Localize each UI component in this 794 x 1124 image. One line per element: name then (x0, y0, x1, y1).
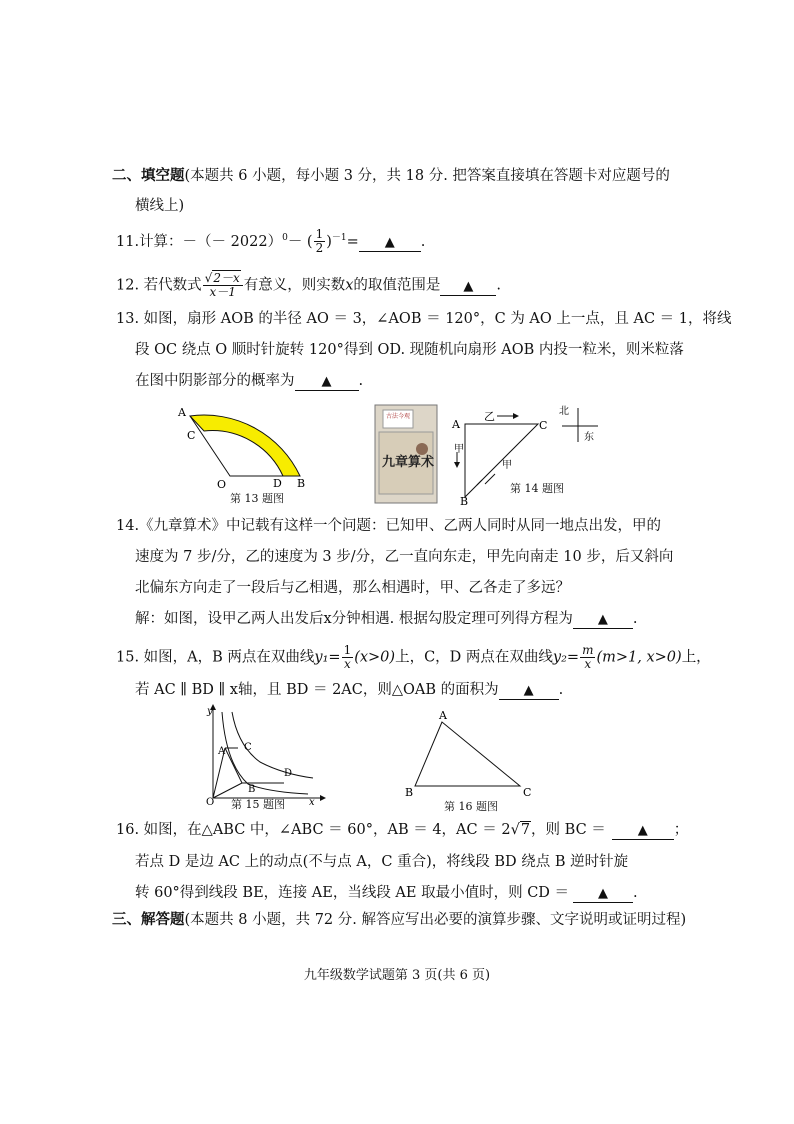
question-14-line-2: 速度为 7 步/分，乙的速度为 3 步/分，乙一直向东走，甲先向南走 10 步，后又斜向 (135, 549, 674, 565)
q12-number: 12. (116, 277, 140, 294)
q11-answer-blank[interactable] (359, 234, 421, 252)
label-A: A (439, 709, 447, 722)
label-B: B (460, 495, 469, 507)
triangle-icon: ▲ (463, 278, 474, 294)
q15-y1: y₁= (314, 649, 341, 666)
q15-frac-1 (342, 644, 354, 671)
q15-text: 15. 如图，A，B 两点在双曲线 (116, 649, 315, 666)
q15-frac-2 (580, 644, 595, 671)
book-tag: 古法今观 (386, 413, 411, 420)
figure-14-caption: 第 14 题图 (510, 482, 564, 495)
label-D: D (284, 768, 293, 779)
q12-answer-blank[interactable] (440, 278, 496, 296)
question-14-line-1: 14.《九章算术》中记载有这样一个问题：已知甲、乙两人同时从同一地点出发，甲的 (116, 518, 662, 534)
q15-text-2: 若 AC ∥ BD ∥ x轴，且 BD ＝ 2AC，则△OAB 的面积为 (135, 682, 499, 698)
q12-frac-den: x－1 (209, 285, 236, 299)
triangle-icon: ▲ (597, 612, 608, 627)
q13-answer-blank[interactable] (295, 373, 359, 391)
section-2-desc-cont: 横线上) (135, 198, 185, 214)
section-3-desc: (本题共 8 小题，共 72 分. 解答应写出必要的演算步骤、文字说明或证明过程) (184, 912, 687, 928)
q11-fraction (314, 228, 326, 255)
figure-15-caption: 第 15 题图 (231, 798, 285, 811)
label-A: A (452, 418, 460, 431)
question-12 (116, 272, 501, 299)
label-B: B (405, 786, 414, 798)
q12-text-b: 有意义，则实数 (243, 277, 346, 294)
triangle-icon: ▲ (321, 374, 332, 389)
label-y: y (207, 706, 213, 717)
compass-east: 东 (584, 432, 594, 443)
triangle-icon: ▲ (523, 683, 534, 698)
q12-end: . (496, 277, 502, 294)
label-jia-1: 甲 (454, 444, 464, 455)
q12-fraction (203, 272, 243, 299)
q15-cond-1: (x>0) (354, 649, 396, 666)
q16-radicand: 7 (520, 822, 531, 838)
q16-end-3: . (633, 885, 638, 901)
ne-arrow-2 (477, 480, 482, 485)
sqrt-symbol: √ (510, 822, 520, 838)
q12-var: x (345, 277, 354, 294)
q15-answer-blank[interactable] (499, 682, 559, 700)
q14-answer-blank[interactable] (573, 611, 633, 629)
q16-end-1: ； (673, 822, 689, 838)
q15-frac2-num: m (582, 643, 594, 657)
question-13-line-3 (135, 371, 363, 391)
question-13-line-1: 13. 如图，扇形 AOB 的半径 AO ＝ 3，∠AOB ＝ 120°，C 为 AO 上一点，且 AC ＝ 1，将线 (116, 311, 732, 327)
q15-frac1-den: x (343, 657, 351, 671)
section-2-header (112, 166, 670, 186)
arrow-head-icon (513, 413, 519, 419)
figure-13 (170, 396, 320, 501)
q15-text-b: 上，C，D 两点在双曲线 (395, 649, 553, 666)
q15-frac1-num: 1 (343, 643, 352, 657)
section-3-title: 三、解答题 (112, 911, 185, 928)
q11-number: 11. (116, 233, 140, 250)
label-x: x (309, 797, 315, 808)
label-B: B (297, 477, 306, 490)
q12-frac-num: √2－x (203, 272, 243, 286)
arrow-head-icon (454, 462, 460, 468)
triangle-ABC (415, 722, 520, 786)
figure-16-caption: 第 16 题图 (444, 800, 498, 813)
label-C: C (539, 419, 548, 432)
q11-end: . (420, 233, 426, 250)
q12-text-c: 的取值范围是 (353, 277, 441, 294)
q15-end: . (558, 682, 564, 698)
q15-cond-2: (m>1, x>0) (596, 649, 682, 666)
q11-text-c: ) (326, 233, 332, 250)
q11-text: 计算：－（－ 2022） (139, 233, 283, 250)
label-B: B (248, 784, 256, 795)
q16-text: 16. 如图，在△ABC 中，∠ABC ＝ 60°，AB ＝ 4，AC ＝ 2 (116, 822, 511, 838)
section-2-desc: (本题共 6 小题，每小题 3 分，共 18 分. 把答案直接填在答题卡对应题号的 (184, 168, 670, 184)
q15-text-c: 上， (681, 649, 711, 666)
question-16-line-3 (135, 883, 638, 903)
page-footer: 九年级数学试题第 3 页(共 6 页) (303, 968, 491, 983)
book-title: 九章算术 (382, 455, 435, 470)
q12-text: 若代数式 (143, 277, 202, 294)
question-15-line-2 (135, 680, 563, 700)
book-image (374, 404, 438, 504)
question-14-line-3: 北偏东方向走了一段后与乙相遇，那么相遇时，甲、乙各走了多远？ (135, 580, 570, 596)
compass-north: 北 (559, 406, 569, 417)
question-11 (116, 228, 425, 255)
q13-text: 在图中阴影部分的概率为 (135, 373, 295, 389)
q16-answer-blank-2[interactable] (573, 885, 633, 903)
question-16-line-1 (116, 820, 688, 840)
figure-15 (198, 704, 328, 808)
q11-frac-den: 2 (315, 241, 324, 256)
label-C: C (244, 742, 252, 753)
label-O: O (217, 478, 227, 491)
question-15-line-1 (116, 644, 711, 671)
label-yi: 乙 (484, 410, 495, 423)
q14-end: . (632, 611, 638, 627)
triangle-icon: ▲ (384, 234, 395, 250)
label-C: C (523, 786, 532, 798)
section-3-header (112, 910, 686, 930)
q16-text-b: ，则 BC ＝ (531, 822, 606, 838)
segment-AB (225, 748, 242, 783)
shaded-region (190, 415, 300, 476)
question-13-line-2: 段 OC 绕点 O 顺时针旋转 120°得到 OD. 现随机向扇形 AOB 内投一粒米，则米粒落 (135, 342, 684, 358)
q12-radicand: 2－x (213, 271, 240, 285)
question-14-line-4 (135, 609, 638, 629)
q16-answer-blank-1[interactable] (612, 822, 674, 840)
q11-exp-neg: －1 (331, 233, 347, 243)
q11-exp-zero: 0 (282, 233, 288, 243)
q11-text-b: － ( (287, 233, 313, 250)
label-O: O (206, 797, 215, 808)
triangle-icon: ▲ (637, 823, 648, 838)
section-2-title: 二、填空题 (112, 167, 185, 184)
q15-frac2-den: x (584, 657, 592, 671)
label-A: A (178, 406, 186, 419)
figure-13-caption: 第 13 题图 (230, 492, 284, 505)
q11-equals: = (346, 233, 359, 250)
label-D: D (273, 477, 282, 490)
q13-end: . (358, 373, 364, 389)
figure-portrait-icon (416, 443, 428, 455)
arrow-head-icon (320, 795, 326, 801)
q16-text-3: 转 60°得到线段 BE，连接 AE，当线段 AE 取最小值时，则 CD ＝ (135, 885, 570, 901)
q14-text: 解：如图，设甲乙两人出发后x分钟相遇. 根据勾股定理可列得方程为 (135, 611, 573, 627)
q15-y2: y₂= (552, 649, 580, 666)
triangle-icon: ▲ (598, 886, 609, 901)
label-C: C (187, 429, 196, 442)
q11-frac-num: 1 (315, 227, 324, 242)
question-16-line-2: 若点 D 是边 AC 上的动点(不与点 A，C 重合)，将线段 BD 绕点 B 逆时针旋 (135, 854, 629, 870)
label-A: A (218, 746, 226, 757)
figure-16 (400, 704, 540, 798)
label-jia-2: 甲 (502, 460, 512, 471)
